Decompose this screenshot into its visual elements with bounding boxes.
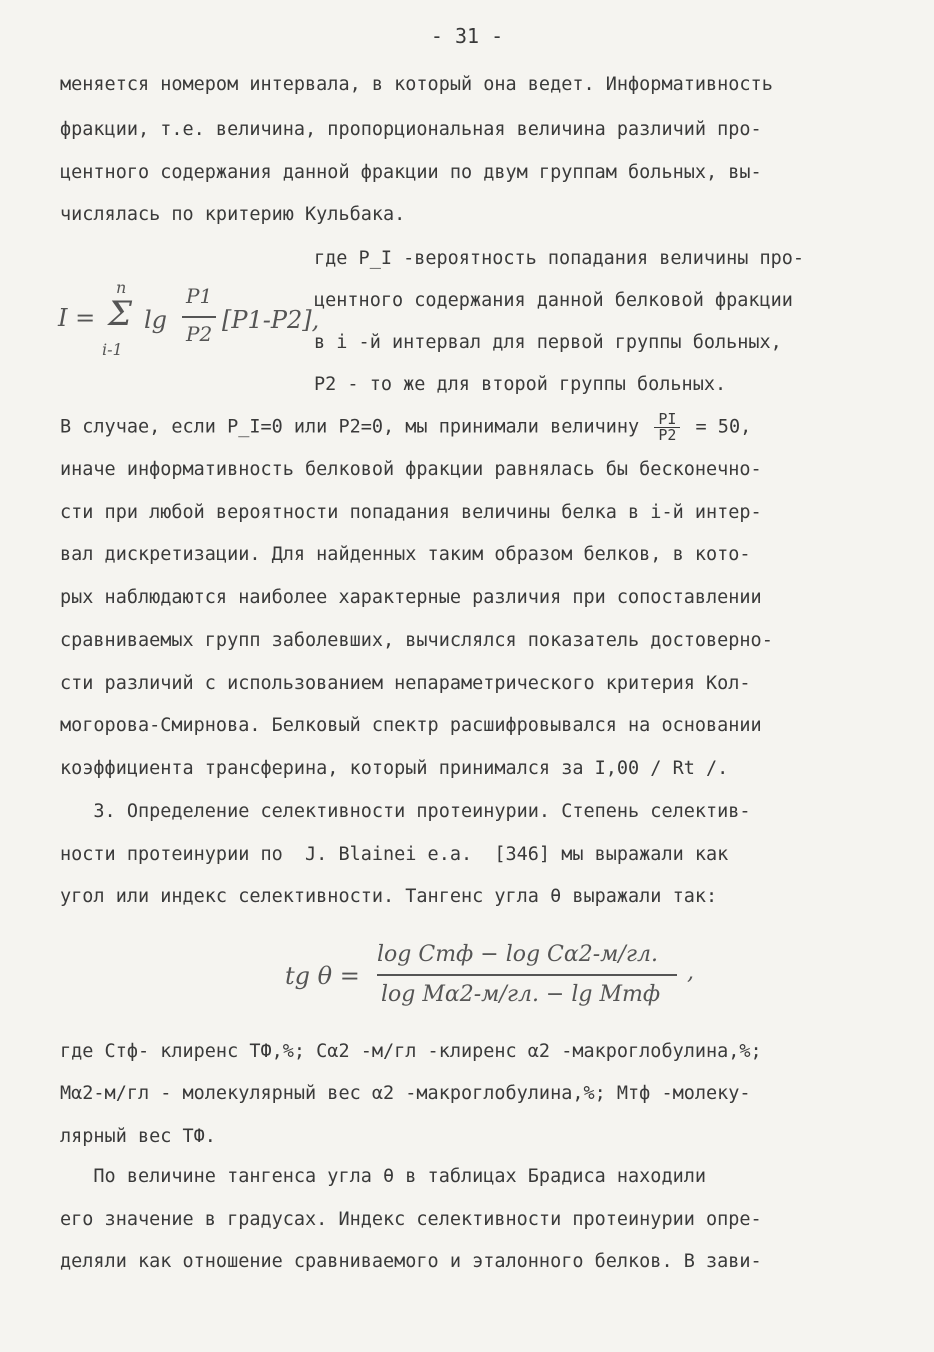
sum-lower-limit: i-1 — [102, 340, 123, 359]
case-value: = 50, — [695, 416, 752, 438]
text-line: P2 - то же для второй группы больных. — [314, 374, 727, 395]
text-line: центного содержания данной фракции по двум группам больных, вы- — [60, 162, 762, 183]
text-line: рых наблюдаются наиболее характерные различия при сопоставлении — [60, 587, 762, 608]
case-fraction-denominator: P2 — [658, 426, 677, 444]
text-line: где Cтф- клиренс ТФ,%; Cα2 -м/гл -клиренс α2 -макроглобулина,%; — [60, 1041, 762, 1062]
text-line: По величине тангенса угла θ в таблицах Брадиса находили — [60, 1166, 707, 1187]
formula2-tail: , — [687, 960, 694, 985]
text-line: где P_I -вероятность попадания величины про- — [314, 248, 805, 269]
case-text: В случае, если P_I=0 или P2=0, мы принимали величину — [60, 416, 640, 438]
formula2-numerator: log Cтф − log Cα2-м/гл. — [377, 942, 658, 967]
text-line: Mα2-м/гл - молекулярный вес α2 -макроглобулина,%; Mтф -молеку- — [60, 1083, 751, 1104]
text-line: иначе информативность белковой фракции равнялась бы бесконечно- — [60, 459, 762, 480]
kullback-formula — [58, 278, 320, 360]
fraction-denominator: P2 — [186, 322, 213, 346]
text-line: вал дискретизации. Для найденных таким образом белков, в кото- — [60, 544, 751, 565]
text-line: 3. Определение селективности протеинурии. Степень селектив- — [60, 801, 751, 822]
page-number: - 31 - — [430, 24, 504, 48]
formula2-lhs: tg θ = — [285, 962, 360, 990]
sum-upper-limit: n — [116, 278, 127, 297]
formula-lhs: I = — [58, 304, 96, 332]
text-line: лярный вес ТФ. — [60, 1126, 216, 1147]
case-fraction-numerator: PI — [654, 412, 680, 428]
text-line: коэффициента трансферина, который принимался за I,00 / Rt /. — [60, 758, 729, 779]
text-line: его значение в градусах. Индекс селективности протеинурии опре- — [60, 1209, 762, 1230]
text-line: числялась по критерию Кульбака. — [60, 204, 406, 225]
case-fraction — [654, 412, 680, 443]
fraction-numerator: P1 — [186, 284, 213, 308]
text-line: могорова-Смирнова. Белковый спектр расшифровывался на основании — [60, 715, 762, 736]
tangent-formula — [285, 940, 705, 1020]
sum-symbol: Σ — [108, 294, 133, 334]
text-line: угол или индекс селективности. Тангенс угла θ выражали так: — [60, 886, 718, 907]
case-line — [60, 412, 751, 443]
text-line: сравниваемых групп заболевших, вычислялся показатель достоверно- — [60, 630, 773, 651]
text-line: сти при любой вероятности попадания величины белка в i-й интер- — [60, 502, 762, 523]
text-line: центного содержания данной белковой фракции — [314, 290, 793, 311]
log-symbol: lg — [144, 306, 168, 334]
text-line: в i -й интервал для первой группы больных, — [314, 332, 782, 353]
text-line: деляли как отношение сравниваемого и эталонного белков. В зави- — [60, 1251, 762, 1272]
formula2-denominator: log Mα2-м/гл. − lg Mтф — [381, 982, 661, 1007]
text-line: сти различий с использованием непараметрического критерия Кол- — [60, 673, 751, 694]
text-line: ности протеинурии по J. Blainei e.a. [346] мы выражали как — [60, 844, 729, 865]
bracket-term: [P1-P2], — [222, 306, 320, 334]
text-line: фракции, т.е. величина, пропорциональная величина различий про- — [60, 119, 762, 140]
text-line: меняется номером интервала, в который она ведет. Информативность — [60, 74, 773, 95]
